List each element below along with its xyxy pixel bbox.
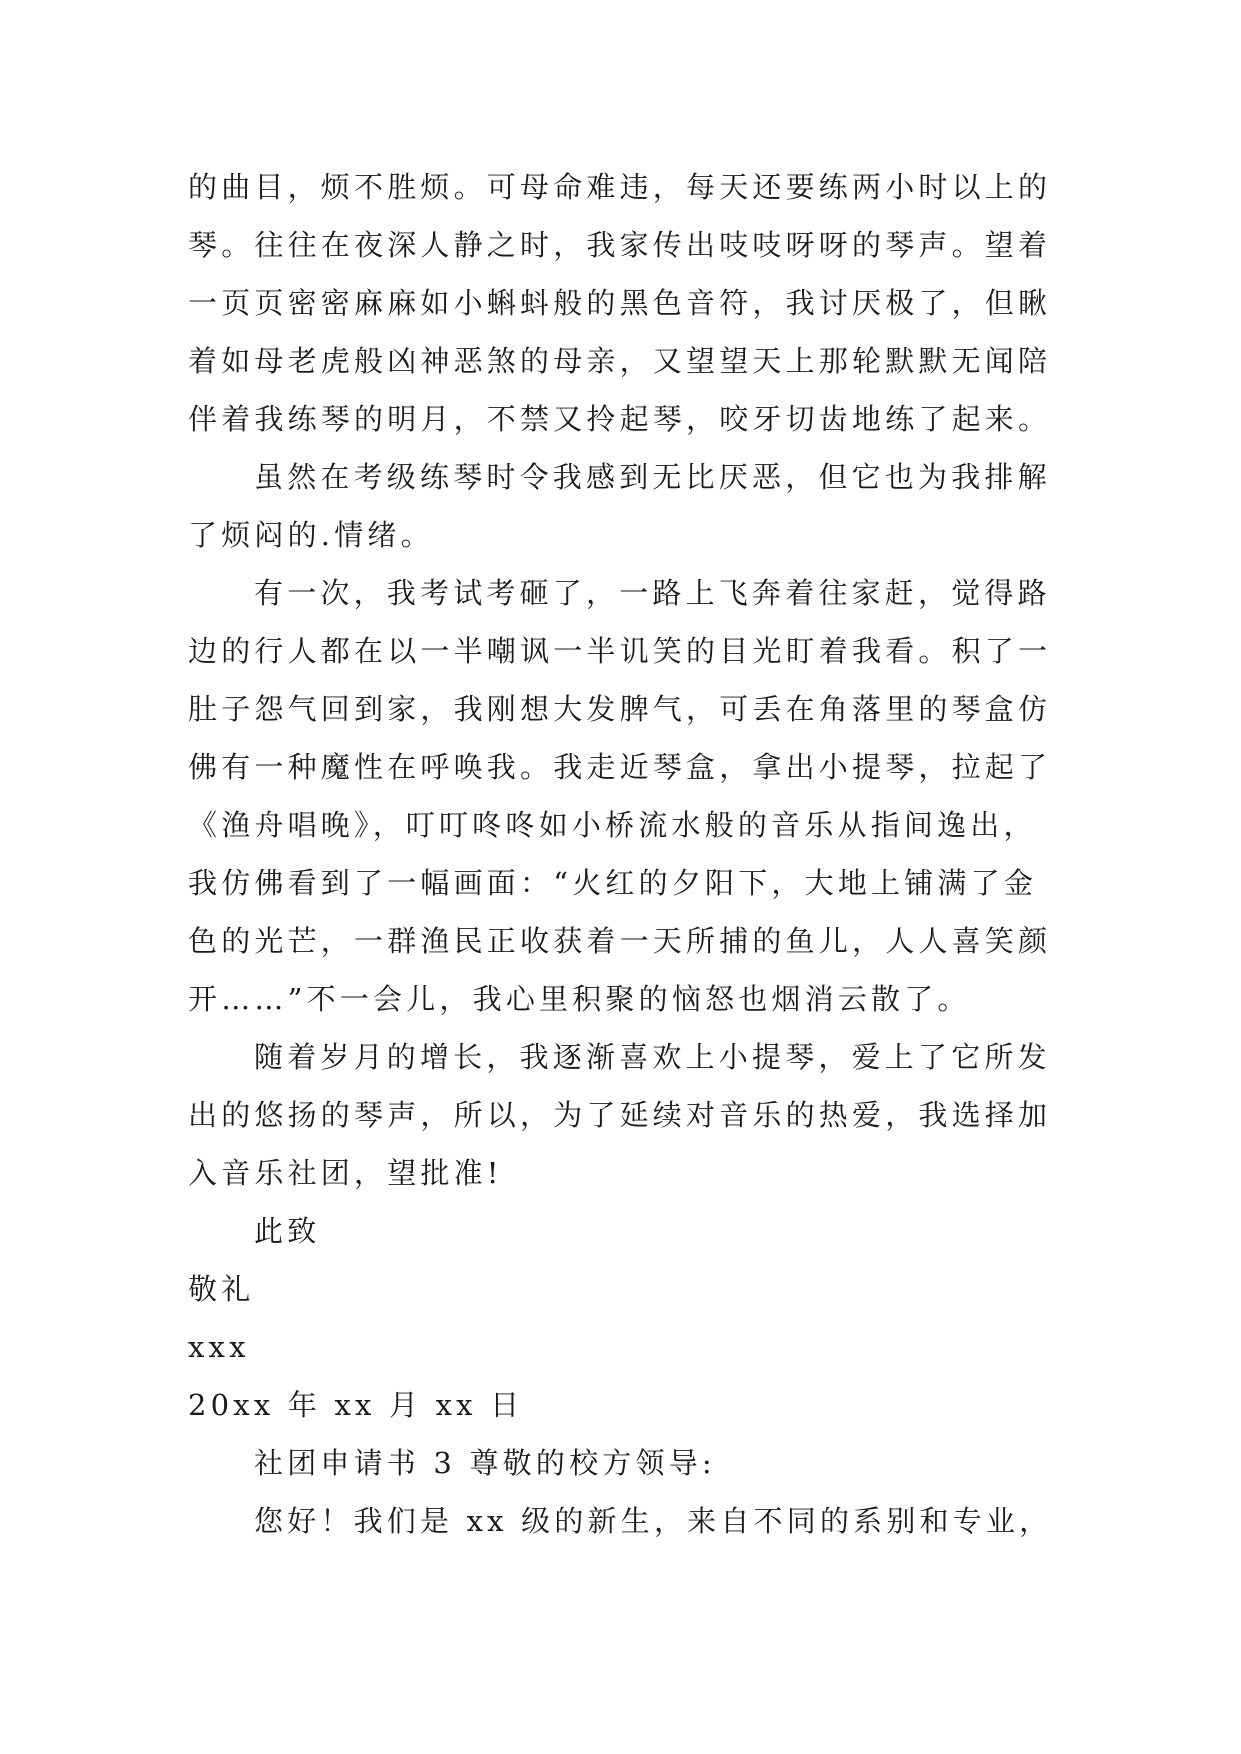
text-line: 肚子怨气回到家，我刚想大发脾气，可丢在角落里的琴盒仿 (188, 692, 1052, 726)
text-line: 入音乐社团，望批准! (188, 1156, 503, 1190)
text-line: 我仿佛看到了一幅画面：“火红的夕阳下，大地上铺满了金 (188, 866, 1038, 900)
text-line: 开……”不一会儿，我心里积聚的恼怒也烟消云散了。 (188, 982, 971, 1016)
text-line: 一页页密密麻麻如小蝌蚪般的黑色音符，我讨厌极了，但瞅 (188, 286, 1052, 320)
text-line: 此致 (254, 1214, 321, 1248)
text-line: 着如母老虎般凶神恶煞的母亲，又望望天上那轮默默无闻陪 (188, 344, 1052, 378)
text-line: 20xx 年 xx 月 xx 日 (188, 1388, 524, 1422)
text-line: 色的光芒，一群渔民正收获着一天所捕的鱼儿，人人喜笑颜 (188, 924, 1052, 958)
text-line: 《渔舟唱晚》，叮叮咚咚如小桥流水般的音乐从指间逸出， (188, 808, 1037, 842)
text-line: 社团申请书 3 尊敬的校方领导: (254, 1446, 716, 1480)
text-line: 敬礼 (188, 1272, 255, 1306)
text-line: 的曲目，烦不胜烦。可母命难违，每天还要练两小时以上的 (188, 170, 1052, 204)
text-line: 有一次，我考试考砸了，一路上飞奔着往家赶，觉得路 (254, 576, 1051, 610)
text-line: 佛有一种魔性在呼唤我。我走近琴盒，拿出小提琴，拉起了 (188, 750, 1052, 784)
text-line: 了烦闷的.情绪。 (188, 518, 434, 552)
text-line: 随着岁月的增长，我逐渐喜欢上小提琴，爱上了它所发 (254, 1040, 1051, 1074)
text-line: 琴。往往在夜深人静之时，我家传出吱吱呀呀的琴声。望着 (188, 228, 1052, 262)
text-line: 您好！我们是 xx 级的新生，来自不同的系别和专业， (254, 1504, 1053, 1538)
text-line: 伴着我练琴的明月，不禁又拎起琴，咬牙切齿地练了起来。 (188, 402, 1052, 436)
document-body (188, 158, 1058, 1550)
text-line: 出的悠扬的琴声，所以，为了延续对音乐的热爱，我选择加 (188, 1098, 1052, 1132)
text-line: xxx (188, 1330, 250, 1364)
text-line: 边的行人都在以一半嘲讽一半讥笑的目光盯着我看。积了一 (188, 634, 1052, 668)
text-line: 虽然在考级练琴时令我感到无比厌恶，但它也为我排解 (254, 460, 1051, 494)
